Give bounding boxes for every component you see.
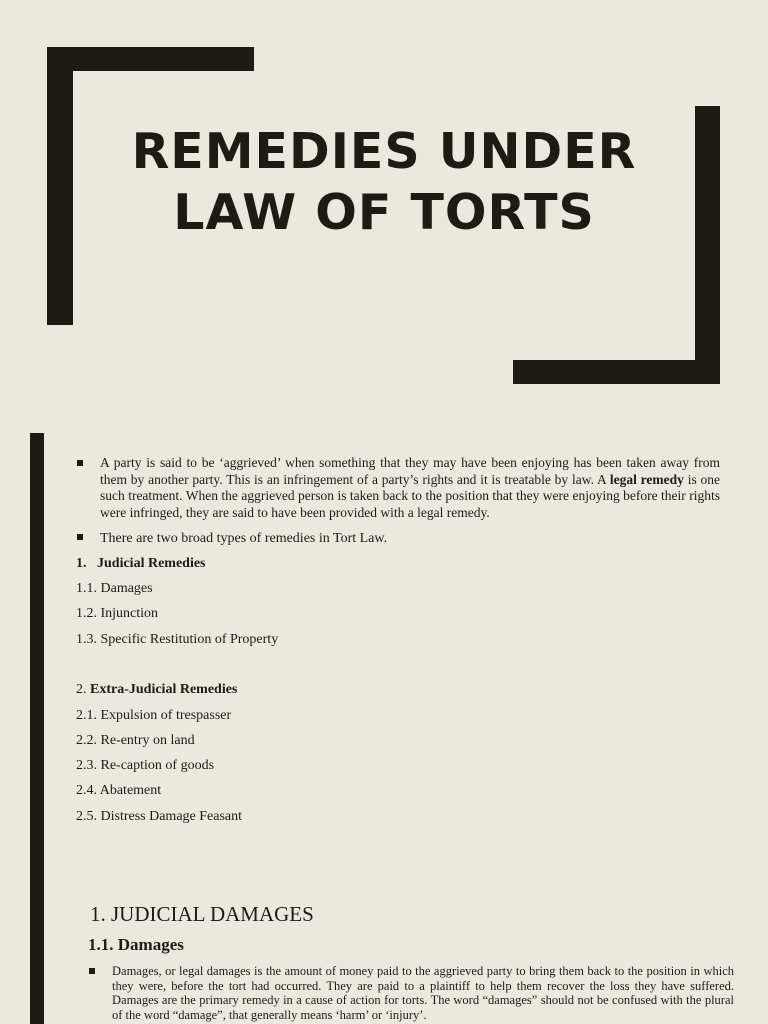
list-item: 2.3. Re-caption of goods [76, 758, 215, 773]
extra-judicial-remedies-heading [76, 681, 237, 698]
list-item: 2.4. Abatement [76, 783, 162, 798]
bullet-icon [77, 460, 83, 466]
extra-judicial-heading-text: Extra-Judicial Remedies [90, 682, 238, 697]
damages-paragraph: Damages, or legal damages is the amount of money paid to the aggrieved party to bring them back to the position in which they were, before the tort had occurred. They are paid to a plaintiff to help them recover the loss they have suffered. Damages are the primary remedy in a cause of action for torts. The word “damages” should not be confused with the plural of the word “damage”, that generally means ‘harm’ or ‘injury’. [112, 964, 734, 1022]
judicial-remedies-heading [76, 555, 206, 572]
judicial-damages-slide [0, 866, 768, 1024]
left-accent-bar [30, 866, 44, 1024]
list-item: 1.3. Specific Restitution of Property [76, 632, 279, 647]
title-line-2: LAW OF TORTS [173, 184, 595, 241]
intro-text-start: A party is said to be ‘aggrieved’ when something that they may have been enjoying has been taken away from them by another party. This is an infringement of a party’s rights and it is treatable by law. A [100, 455, 720, 487]
remedies-overview-slide [0, 420, 768, 866]
title-line-1: REMEDIES UNDER [131, 123, 637, 180]
intro-text-end: is one such treatment. When the aggrieved person is taken back to the position that they were enjoying before their rights were infringed, they are said to have been provided with a legal remedy. [100, 471, 720, 520]
bottom-right-frame-horizontal [513, 360, 720, 384]
top-left-frame-vertical [47, 47, 73, 325]
bullet-icon [89, 968, 95, 974]
sub-heading: 1.1. Damages [88, 935, 184, 954]
list-item: 1.2. Injunction [76, 606, 159, 621]
judicial-heading-text: Judicial Remedies [97, 556, 206, 571]
extra-judicial-number: 2. [76, 682, 87, 697]
legal-remedy-term: legal remedy [609, 471, 684, 487]
list-item: 2.5. Distress Damage Feasant [76, 809, 243, 824]
bullet-icon [77, 534, 83, 540]
list-item: 2.2. Re-entry on land [76, 733, 195, 748]
title-slide [0, 0, 768, 420]
types-sentence: There are two broad types of remedies in Tort Law. [100, 531, 388, 546]
left-accent-bar [30, 433, 44, 866]
top-left-frame-horizontal [47, 47, 254, 71]
judicial-number: 1. [76, 556, 87, 571]
intro-paragraph [100, 455, 720, 521]
section-heading: 1. JUDICIAL DAMAGES [90, 902, 314, 926]
list-item: 1.1. Damages [76, 581, 153, 596]
list-item: 2.1. Expulsion of trespasser [76, 708, 232, 723]
